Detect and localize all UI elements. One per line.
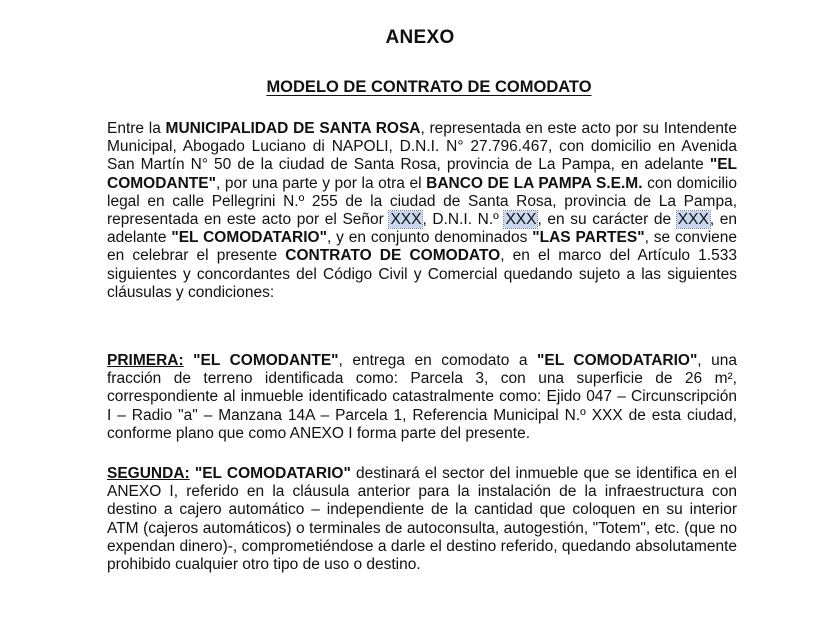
text-segment: , una fracción de terreno identificada como: Parcela 3, con una superficie de 26 m², correspondiente al inmueble identificado catastralmente como: Ejido 047 – Circunscripción I – Radio "a" – Manzana 14A – Parcela 1, Referencia Municipal N.º XXX de esta ciudad, conforme plano que como ANEXO I forma parte del presente. [107, 352, 737, 442]
text-segment: , y en conjunto denominados [326, 229, 533, 247]
text-segment: , representada en este acto por su Intendente Municipal, Abogado Luciano di NAPOLI, D.N.I. N° 27.796.467, con domicilio en Avenida San Martín N° 50 de la ciudad de Santa Rosa, provincia de La Pampa, en adelante [107, 120, 737, 174]
comodante-label: "EL COMODANTE" [193, 352, 339, 369]
text-segment: , por una parte y por la otra el [215, 174, 427, 192]
clause-heading-segunda: SEGUNDA: [107, 465, 190, 482]
party-name-municipality: MUNICIPALIDAD DE SANTA ROSA [165, 120, 421, 137]
contract-title: MODELO DE CONTRATO DE COMODATO [266, 78, 592, 96]
text-segment: con domicilio legal en calle Pellegrini N.º 255 de la ciudad de Santa Rosa, provincia de La Pampa, representada en este acto por el Señor [107, 174, 737, 229]
contract-name: CONTRATO DE COMODATO [285, 247, 501, 265]
text-segment: , se conviene en celebrar el presente [107, 229, 738, 265]
clause-primera [107, 352, 737, 443]
preamble-paragraph [107, 120, 737, 302]
comodatario-label: "EL COMODATARIO" [171, 229, 327, 247]
text-segment: , entrega en comodato a [338, 352, 538, 369]
placeholder-representative-name: XXX [390, 211, 422, 229]
text-segment: , en adelante [107, 211, 737, 247]
clause-heading-primera: PRIMERA: [107, 352, 184, 369]
comodante-label: "EL COMODANTE" [107, 156, 737, 192]
clause-segunda [107, 465, 737, 574]
text-segment: , en el marco del Artículo 1.533 siguientes y concordantes del Código Civil y Comercial quedando sujeto a las siguientes cláusulas y condiciones: [107, 247, 737, 301]
annex-title: ANEXO [385, 27, 455, 48]
placeholder-representative-dni: XXX [505, 211, 537, 229]
text-segment: , D.N.I. N.º [422, 211, 505, 229]
text-segment: , en su carácter de [537, 211, 677, 229]
comodatario-label: "EL COMODATARIO" [194, 465, 351, 482]
comodatario-label: "EL COMODATARIO" [537, 352, 698, 369]
las-partes-label: "LAS PARTES" [532, 229, 645, 247]
text-segment: Entre la [107, 120, 166, 137]
party-name-bank: BANCO DE LA PAMPA S.E.M. [426, 174, 643, 192]
text-segment: destinará el sector del inmueble que se identifica en el ANEXO I, referido en la cláusula anterior para la instalación de la infraestructura con destino a cajero automático – independiente de la cantidad que coloquen en su interior ATM (cajeros automáticos) o terminales de autoconsulta, autogestión, "Totem", etc. (que no expendan dinero)-, comprometiéndose a darle el destino referido, quedando absolutamente prohibido cualquier otro tipo de uso o destino. [107, 465, 737, 574]
placeholder-representative-role: XXX [677, 211, 709, 229]
